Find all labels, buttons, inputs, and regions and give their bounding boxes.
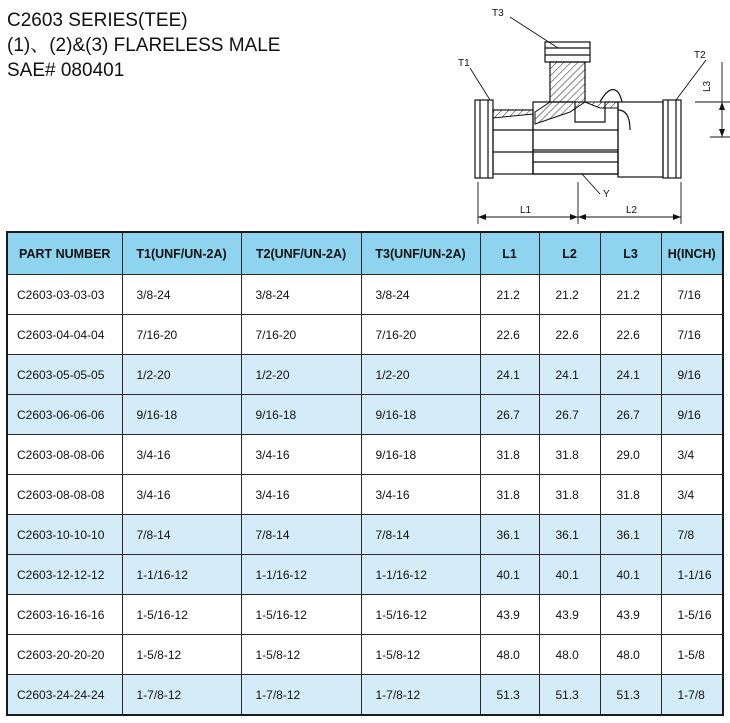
label-l2: L2 xyxy=(626,205,638,216)
table-cell: 3/4-16 xyxy=(241,435,361,475)
label-y: Y xyxy=(603,189,610,200)
table-cell: 51.3 xyxy=(539,675,600,716)
table-cell: 7/16-20 xyxy=(122,315,241,355)
table-cell: 3/4-16 xyxy=(241,475,361,515)
table-cell: 7/8-14 xyxy=(122,515,241,555)
table-cell: C2603-08-08-08 xyxy=(7,475,122,515)
table-cell: 9/16-18 xyxy=(361,435,480,475)
table-row xyxy=(7,555,723,595)
column-header: T1(UNF/UN-2A) xyxy=(122,232,241,275)
table-cell: C2603-03-03-03 xyxy=(7,275,122,315)
table-cell: 1-7/8-12 xyxy=(122,675,241,716)
table-cell: 31.8 xyxy=(539,435,600,475)
t2-thread-body xyxy=(663,100,681,178)
table-cell: 51.3 xyxy=(480,675,539,716)
column-header: T3(UNF/UN-2A) xyxy=(361,232,480,275)
table-cell: 1-7/8-12 xyxy=(241,675,361,716)
column-header: L3 xyxy=(600,232,661,275)
table-cell: C2603-20-20-20 xyxy=(7,635,122,675)
table-row xyxy=(7,315,723,355)
table-cell: 51.3 xyxy=(600,675,661,716)
column-header: PART NUMBER xyxy=(7,232,122,275)
table-cell: C2603-08-08-06 xyxy=(7,435,122,475)
table-cell: 1-5/8-12 xyxy=(122,635,241,675)
table-cell: 21.2 xyxy=(539,275,600,315)
table-cell: 31.8 xyxy=(480,435,539,475)
table-cell: 1/2-20 xyxy=(361,355,480,395)
table-cell: 3/8-24 xyxy=(241,275,361,315)
column-header: L2 xyxy=(539,232,600,275)
table-cell: 7/16-20 xyxy=(361,315,480,355)
table-header-row xyxy=(7,232,723,275)
table-row xyxy=(7,355,723,395)
table-cell: 1-7/8-12 xyxy=(361,675,480,716)
series-title: C2603 SERIES(TEE) xyxy=(7,10,188,31)
table-cell: 3/8-24 xyxy=(361,275,480,315)
table-cell: 1-5/8 xyxy=(661,635,723,675)
table-cell: 1-5/16-12 xyxy=(361,595,480,635)
label-t3: T3 xyxy=(492,8,504,19)
table-row xyxy=(7,635,723,675)
table-row xyxy=(7,515,723,555)
table-cell: 7/16-20 xyxy=(241,315,361,355)
table-cell: 22.6 xyxy=(480,315,539,355)
table-cell: 24.1 xyxy=(480,355,539,395)
table-cell: C2603-24-24-24 xyxy=(7,675,122,716)
table-row xyxy=(7,475,723,515)
table-cell: 1/2-20 xyxy=(122,355,241,395)
table-cell: 1/2-20 xyxy=(241,355,361,395)
table-cell: 31.8 xyxy=(600,475,661,515)
table-cell: 43.9 xyxy=(600,595,661,635)
table-cell: 1-7/8 xyxy=(661,675,723,716)
table-cell: 1-5/16-12 xyxy=(122,595,241,635)
table-cell: 43.9 xyxy=(480,595,539,635)
label-t2: T2 xyxy=(694,50,706,61)
table-cell: 26.7 xyxy=(539,395,600,435)
table-cell: 3/4 xyxy=(661,475,723,515)
table-cell: 3/8-24 xyxy=(122,275,241,315)
sae-number: SAE# 080401 xyxy=(7,60,125,81)
table-cell: 36.1 xyxy=(600,515,661,555)
table-cell: 7/8-14 xyxy=(241,515,361,555)
table-cell: 7/16 xyxy=(661,275,723,315)
table-cell: 9/16 xyxy=(661,395,723,435)
table-cell: 48.0 xyxy=(600,635,661,675)
table-cell: 1-5/16-12 xyxy=(241,595,361,635)
table-body xyxy=(7,275,723,716)
table-cell: 40.1 xyxy=(480,555,539,595)
table-cell: 9/16-18 xyxy=(361,395,480,435)
table-cell: C2603-05-05-05 xyxy=(7,355,122,395)
table-cell: 3/4-16 xyxy=(361,475,480,515)
table-cell: C2603-12-12-12 xyxy=(7,555,122,595)
table-cell: 3/4-16 xyxy=(122,475,241,515)
table-cell: 9/16-18 xyxy=(241,395,361,435)
table-cell: 1-5/8-12 xyxy=(241,635,361,675)
table-cell: 40.1 xyxy=(539,555,600,595)
table-cell: 22.6 xyxy=(539,315,600,355)
table-row xyxy=(7,435,723,475)
table-cell: 29.0 xyxy=(600,435,661,475)
label-t1: T1 xyxy=(458,58,470,69)
table-cell: 48.0 xyxy=(480,635,539,675)
table-cell: 26.7 xyxy=(600,395,661,435)
table-cell: 43.9 xyxy=(539,595,600,635)
label-l1: L1 xyxy=(520,205,532,216)
table-cell: 22.6 xyxy=(600,315,661,355)
table-row xyxy=(7,275,723,315)
table-cell: 1-1/16 xyxy=(661,555,723,595)
table-cell: C2603-06-06-06 xyxy=(7,395,122,435)
table-cell: 7/16 xyxy=(661,315,723,355)
table-cell: 1-5/16 xyxy=(661,595,723,635)
column-header: L1 xyxy=(480,232,539,275)
table-cell: 21.2 xyxy=(480,275,539,315)
table-row xyxy=(7,395,723,435)
title-block xyxy=(7,8,280,83)
table-cell: 31.8 xyxy=(539,475,600,515)
table-cell: 48.0 xyxy=(539,635,600,675)
table-cell: 7/8-14 xyxy=(361,515,480,555)
table-cell: 26.7 xyxy=(480,395,539,435)
table-cell: 36.1 xyxy=(480,515,539,555)
label-l3: L3 xyxy=(702,80,713,92)
table-cell: 40.1 xyxy=(600,555,661,595)
table-cell: 1-1/16-12 xyxy=(241,555,361,595)
tee-fitting-drawing xyxy=(440,2,730,230)
table-cell: 9/16-18 xyxy=(122,395,241,435)
spec-table xyxy=(6,231,724,716)
table-cell: 1-1/16-12 xyxy=(361,555,480,595)
column-header: H(INCH) xyxy=(661,232,723,275)
table-cell: C2603-16-16-16 xyxy=(7,595,122,635)
table-cell: 9/16 xyxy=(661,355,723,395)
t1-thread-body xyxy=(475,100,493,178)
column-header: T2(UNF/UN-2A) xyxy=(241,232,361,275)
table-row xyxy=(7,675,723,716)
table-cell: 3/4-16 xyxy=(122,435,241,475)
table-cell: 3/4 xyxy=(661,435,723,475)
table-row xyxy=(7,595,723,635)
table-cell: C2603-04-04-04 xyxy=(7,315,122,355)
t3-thread-body xyxy=(545,42,590,62)
table-cell: C2603-10-10-10 xyxy=(7,515,122,555)
table-cell: 21.2 xyxy=(600,275,661,315)
table-cell: 1-5/8-12 xyxy=(361,635,480,675)
table-cell: 24.1 xyxy=(539,355,600,395)
table-cell: 7/8 xyxy=(661,515,723,555)
table-cell: 36.1 xyxy=(539,515,600,555)
table-cell: 1-1/16-12 xyxy=(122,555,241,595)
series-subtitle: (1)、(2)&(3) FLARELESS MALE xyxy=(7,35,281,56)
table-cell: 24.1 xyxy=(600,355,661,395)
table-cell: 31.8 xyxy=(480,475,539,515)
